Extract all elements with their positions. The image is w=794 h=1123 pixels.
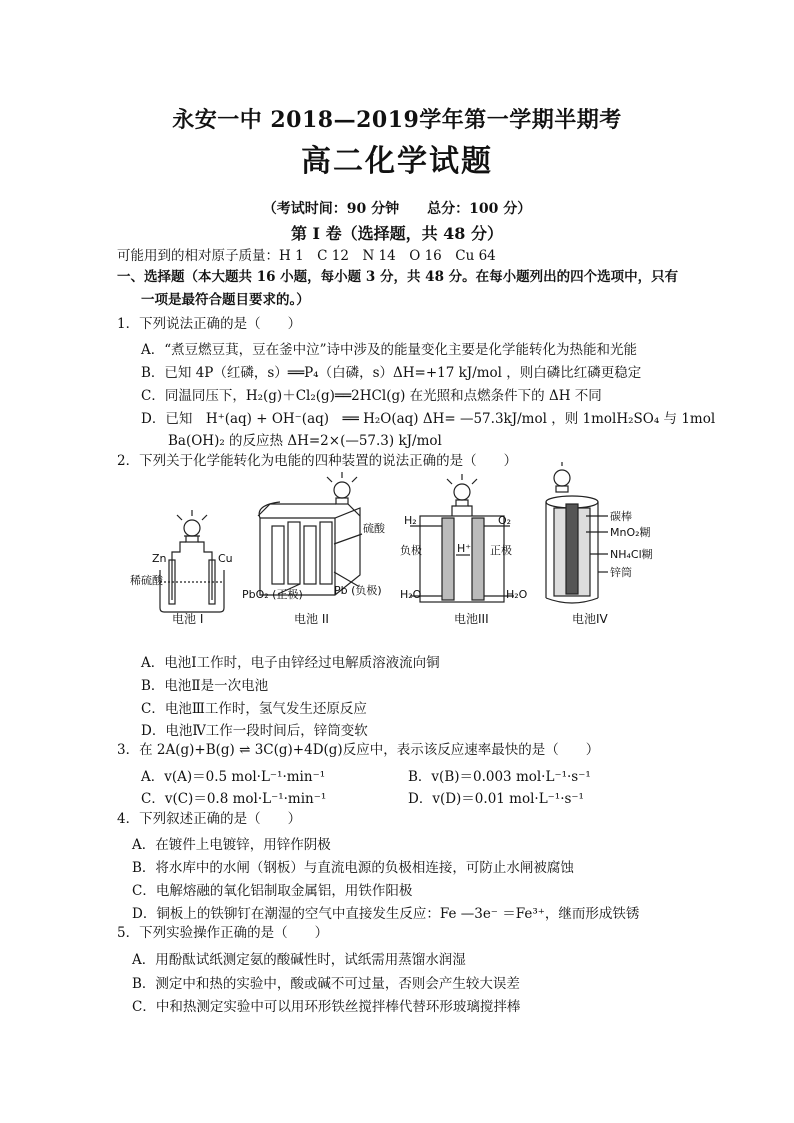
q2-figure [120,460,680,630]
q3-option-d: D．v(D)＝0.01 mol·L⁻¹·s⁻¹ [408,791,584,807]
q4-option-c: C．电解熔融的氧化铝制取金属铝，用铁作阳极 [132,883,413,899]
q1-option-b: B．已知 4P（红磷，s）══P₄（白磷，s）ΔH=+17 kJ/mol ，则白磷比红磷更稳定 [141,365,642,381]
q4-option-b: B．将水库中的水闸（钢板）与直流电源的负极相连接，可防止水闸被腐蚀 [132,860,574,876]
q3-option-a: A．v(A)＝0.5 mol·L⁻¹·min⁻¹ [141,769,326,785]
b2-pb-label: Pb (负极) [334,584,382,597]
exam-info: （考试时间：90 分钟 总分：100 分） [262,201,532,217]
battery-3-diagram [410,474,514,602]
bulb-icon [184,520,200,536]
b3-h2o-left: H₂O [400,588,422,601]
q5-option-a: A．用酚酞试纸测定氨的酸碱性时，试纸需用蒸馏水润湿 [132,952,466,968]
q3-option-c: C．v(C)＝0.8 mol·L⁻¹·min⁻¹ [141,791,327,807]
q5-option-b: B．测定中和热的实验中，酸或碱不可过量，否则会产生较大误差 [132,976,520,992]
q3-option-b: B．v(B)＝0.003 mol·L⁻¹·s⁻¹ [408,769,591,785]
b3-caption: 电池III [454,612,489,626]
b4-nh4cl-label: NH₄Cl糊 [610,548,653,561]
q3-stem: 3．在 2A(g)+B(g) ⇌ 3C(g)+4D(g)反应中，表示该反应速率最快的是（ ） [117,742,600,758]
q5-option-c: C．中和热测定实验中可以用环形铁丝搅拌棒代替环形玻璃搅拌棒 [132,999,521,1015]
q2-stem: 2．下列关于化学能转化为电能的四种装置的说法正确的是（ ） [117,453,518,469]
part-title: 第 I 卷（选择题，共 48 分） [290,224,504,243]
b3-neg-label: 负极 [400,544,422,557]
section1-heading-line1: 一、选择题（本大题共 16 小题，每小题 3 分，共 48 分。在每小题列出的四个选项中，只有 [117,269,679,285]
battery-2-diagram [258,472,362,595]
section1-heading-line2: 一项是最符合题目要求的。） [141,292,310,308]
b3-h2-label: H₂ [404,514,417,527]
exam-title-line2: 高二化学试题 [301,144,493,179]
q4-option-d: D．铜板上的铁铆钉在潮湿的空气中直接发生反应：Fe —3e⁻ ＝Fe³⁺，继而形成铁锈 [132,906,640,922]
b4-mno2-label: MnO₂糊 [610,526,651,539]
b2-acid-label: 硫酸 [363,522,385,535]
b1-zn-label: Zn [152,552,167,565]
battery-4-diagram [546,462,608,603]
b4-rod-label: 碳棒 [610,510,632,523]
q1-option-c: C．同温同压下，H₂(g)＋Cl₂(g)══2HCl(g) 在光照和点燃条件下的 ΔH 不同 [141,388,602,404]
atomic-masses: 可能用到的相对原子质量：H 1 C 12 N 14 O 16 Cu 64 [117,248,496,264]
b2-caption: 电池 II [294,612,329,626]
b1-caption: 电池 I [172,612,204,626]
q1-option-d-cont: Ba(OH)₂ 的反应热 ΔH=2×(—57.3) kJ/mol [168,433,442,449]
battery-1-diagram [160,510,224,612]
b1-cu-label: Cu [218,552,233,565]
b3-h2o-right: H₂O [506,588,528,601]
q2-option-a: A．电池Ⅰ工作时，电子由锌经过电解质溶液流向铜 [141,655,440,671]
q1-stem: 1．下列说法正确的是（ ） [117,316,302,332]
b2-pbo2-label: PbO₂ (正极) [242,588,303,601]
b3-o2-label: O₂ [498,514,512,527]
b4-zinc-label: 锌筒 [610,566,632,579]
exam-title-line1: 永安一中 2018—2019学年第一学期半期考 [172,107,622,133]
bulb-icon [454,484,470,500]
q4-option-a: A．在镀件上电镀锌，用锌作阴极 [132,837,331,853]
bulb-icon [554,470,570,486]
b1-acid-label: 稀硫酸 [130,574,163,587]
q2-option-c: C．电池Ⅲ工作时，氢气发生还原反应 [141,701,367,717]
bulb-icon [334,482,350,498]
q1-option-d: D．已知 H⁺(aq) + OH⁻(aq) ══ H₂O(aq) ΔH= —57.3kJ/mol ，则 1molH₂SO₄ 与 1mol [141,411,716,427]
q2-option-d: D．电池Ⅳ工作一段时间后，锌筒变软 [141,723,368,739]
b4-caption: 电池IV [572,612,608,626]
q2-option-b: B．电池Ⅱ是一次电池 [141,678,269,694]
q1-option-a: A．“煮豆燃豆萁，豆在釜中泣”诗中涉及的能量变化主要是化学能转化为热能和光能 [141,342,638,358]
b3-hplus-label: H⁺ [457,542,472,555]
b3-pos-label: 正极 [490,544,512,557]
q4-stem: 4．下列叙述正确的是（ ） [117,811,302,827]
q5-stem: 5．下列实验操作正确的是（ ） [117,925,329,941]
